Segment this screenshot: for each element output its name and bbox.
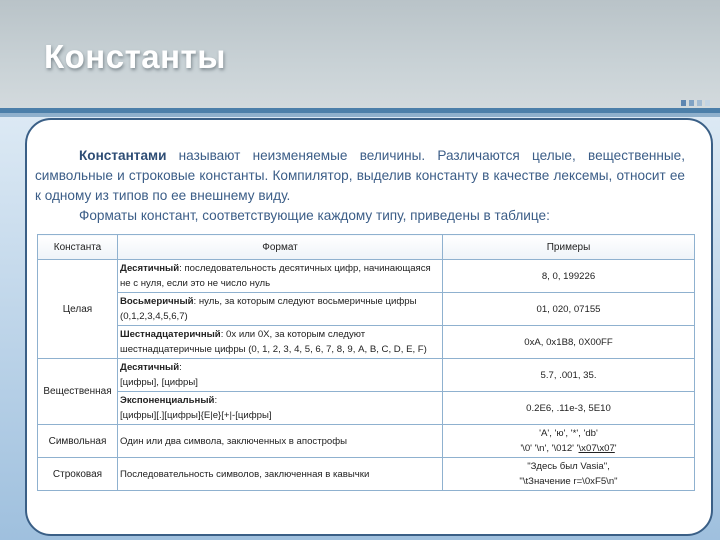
format-desc: : нуль, за которым следуют восьмеричные цифры (0,1,2,3,4,5,6,7): [120, 296, 417, 322]
category-real: Вещественная: [38, 359, 118, 425]
deco-square: [681, 100, 686, 106]
slide-title: Константы: [44, 38, 226, 75]
example-cell: 5.7, .001, 35.: [443, 359, 695, 392]
intro-paragraph-1-text: называют неизменяемые величины. Различаются целые, вещественные, символьные и строковые константы. Компилятор, выделив константу в качестве лексемы, относит ее к одному из типов по ее внешнему виду.: [35, 148, 685, 203]
table-row: [38, 392, 695, 425]
table-row: [38, 260, 695, 293]
format-cell: [118, 326, 443, 359]
format-name: Восьмеричный: [120, 296, 194, 307]
format-name: Экспоненциальный: [120, 395, 215, 406]
table-header-row: [38, 235, 695, 260]
example-line: "\tЗначение r=\0xF5\n": [519, 476, 618, 487]
example-cell: [443, 425, 695, 458]
term-constants: Константами: [79, 148, 167, 163]
format-name: Шестнадцатеричный: [120, 329, 221, 340]
format-desc: [цифры][.][цифры]{E|e}[+|-[цифры]: [120, 410, 272, 421]
deco-square: [697, 100, 702, 106]
table-row: [38, 359, 695, 392]
format-cell: [118, 293, 443, 326]
header-constant: Константа: [38, 235, 118, 260]
header-format: Формат: [118, 235, 443, 260]
content-card: [25, 118, 713, 536]
example-underlined: \x07\x07: [578, 443, 615, 454]
intro-paragraph-1: [35, 146, 685, 206]
format-desc: :: [179, 362, 182, 373]
intro-text: [35, 146, 685, 226]
title-bar: [0, 0, 720, 108]
category-integer: Целая: [38, 260, 118, 359]
table-row: [38, 293, 695, 326]
format-cell: [118, 392, 443, 425]
format-name: Десятичный: [120, 362, 180, 373]
format-desc: [цифры], [цифры]: [120, 377, 198, 388]
example-cell: [443, 458, 695, 491]
example-line: "Здесь был Vasia",: [527, 461, 610, 472]
example-line: ': [614, 443, 617, 454]
example-cell: 0.2E6, .11e-3, 5E10: [443, 392, 695, 425]
example-line: '\0' '\n', '\012' ': [520, 443, 579, 454]
deco-square: [689, 100, 694, 106]
table-row: [38, 326, 695, 359]
header-examples: Примеры: [443, 235, 695, 260]
format-cell: [118, 359, 443, 392]
example-cell: 0хА, 0x1B8, 0X00FF: [443, 326, 695, 359]
format-desc: :: [214, 395, 218, 406]
format-cell: Один или два символа, заключенных в апострофы: [118, 425, 443, 458]
table-row: [38, 425, 695, 458]
example-cell: 01, 020, 07155: [443, 293, 695, 326]
intro-paragraph-2: Форматы констант, соответствующие каждому типу, приведены в таблице:: [79, 208, 550, 223]
example-cell: 8, 0, 199226: [443, 260, 695, 293]
format-desc: : последовательность десятичных цифр, начинающаяся не с нуля, если это не число нуль: [120, 263, 431, 289]
example-line: 'A', 'ю', '*', 'db': [539, 428, 598, 439]
table-row: [38, 458, 695, 491]
format-cell: [118, 260, 443, 293]
category-string: Строковая: [38, 458, 118, 491]
format-cell: Последовательность символов, заключенная в кавычки: [118, 458, 443, 491]
category-char: Символьная: [38, 425, 118, 458]
format-name: Десятичный: [120, 263, 180, 274]
format-desc: : 0x или 0X, за которым следуют шестнадцатеричные цифры (0, 1, 2, 3, 4, 5, 6, 7, 8, 9, A, B, C, D, E, F): [120, 329, 427, 355]
constants-table: [37, 234, 695, 491]
deco-square: [705, 100, 710, 106]
